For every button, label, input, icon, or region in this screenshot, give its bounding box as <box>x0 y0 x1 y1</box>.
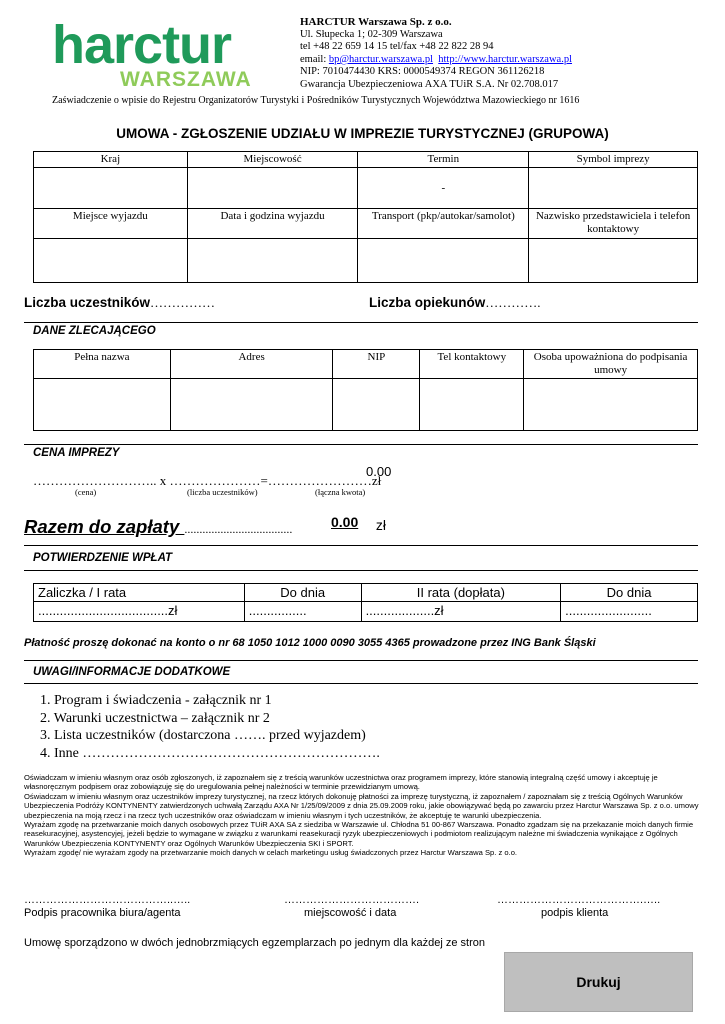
page-title: UMOWA - ZGŁOSZENIE UDZIAŁU W IMPREZIE TURYSTYCZNEJ (GRUPOWA) <box>116 126 609 141</box>
section-price: CENA IMPREZY <box>33 447 120 459</box>
payments-table <box>33 583 698 622</box>
registry-note: Zaświadczenie o wpisie do Rejestru Organizatorów Turystyki i Pośredników Turystycznych Województwa Mazowieckiego nr 1616 <box>52 95 580 106</box>
website-link[interactable]: http://www.harctur.warszawa.pl <box>438 53 573 65</box>
declaration-paragraph: Oświadczam w imieniu własnym oraz uczestników imprezy turystycznej, na rzecz których dokonuję płatności za imprezę turystyczną, iż zapoznałem / zapoznałam się z treścią Ogólnych Warunków Ubezpieczenia Podróży KONTYNENTY zatwierdzonych uchwałą Zarządu AXA Nr 1/25/09/2009 z dnia 25.09.2009 roku, jakie obowiązywać będą po zawarciu przez Harctur Warszawa Sp. z o.o. umowy ubezpieczenia na moją rzecz i na rzecz tych uczestników oraz oświadczam w imieniu własnym i tych uczestników, że akceptuję te warunki ubezpieczenia. <box>24 791 699 820</box>
representative-field[interactable] <box>529 239 698 283</box>
print-button[interactable]: Drukuj <box>504 952 693 1012</box>
price-formula[interactable]: ……………………….. x …………………=……………………zł <box>33 473 382 488</box>
amount-due-label: Razem do zapłaty <box>24 516 185 537</box>
header-deposit: Zaliczka / I rata <box>34 584 245 602</box>
header-departure-place: Miejsce wyjazdu <box>34 209 188 239</box>
section-notes: UWAGI/INFORMACJE DODATKOWE <box>33 666 231 678</box>
event-table <box>33 151 698 283</box>
header-country: Kraj <box>34 152 188 168</box>
header-authorized-person: Osoba upoważniona do podpisania umowy <box>524 350 698 379</box>
header-deposit-due: Do dnia <box>244 584 361 602</box>
balance-due-field[interactable]: ........................ <box>561 602 698 622</box>
company-logo-subtitle: WARSZAWA <box>120 68 252 91</box>
list-item: 3. Lista uczestników (dostarczona ……. przed wyjazdem) <box>40 728 366 743</box>
signature-line-agent[interactable]: …………………………………..….. <box>24 894 191 906</box>
authorized-person-field[interactable] <box>524 379 698 431</box>
deposit-due-field[interactable]: ................ <box>244 602 361 622</box>
header-nip: NIP <box>333 350 420 379</box>
header-balance-due: Do dnia <box>561 584 698 602</box>
company-phone: tel +48 22 659 14 15 tel/fax +48 22 822 28 94 <box>300 41 494 53</box>
participants-count[interactable] <box>24 294 215 312</box>
amount-due-currency: zł <box>372 517 386 533</box>
header-symbol: Symbol imprezy <box>529 152 698 168</box>
email-link[interactable]: bp@harctur.warszawa.pl <box>328 53 434 65</box>
signature-line-date[interactable]: ………………………………. <box>284 894 420 906</box>
amount-due-value: 0.00 <box>331 514 359 530</box>
company-name: HARCTUR Warszawa Sp. z o.o. <box>300 16 452 28</box>
amount-due-dots: .................................... <box>184 522 293 536</box>
bank-account-note: Płatność proszę dokonać na konto o nr 68 1050 1012 1000 0090 3055 4365 prowadzone przez ING Bank Śląski <box>24 637 596 649</box>
signature-label-date: miejscowość i data <box>304 907 397 919</box>
symbol-field[interactable] <box>529 168 698 209</box>
company-address: Ul. Słupecka 1; 02-309 Warszawa <box>300 28 443 40</box>
departure-time-field[interactable] <box>187 239 358 283</box>
list-item: 2. Warunki uczestnictwa – załącznik nr 2 <box>40 710 270 726</box>
company-email-line <box>300 54 572 67</box>
participants-dots: …………… <box>150 295 216 310</box>
price-label: (cena) <box>75 487 97 497</box>
section-payments: POTWIERDZENIE WPŁAT <box>33 552 173 564</box>
departure-place-field[interactable] <box>34 239 188 283</box>
total-amount-value: 0.00 <box>366 464 392 479</box>
section-client: DANE ZLECAJĄCEGO <box>33 325 156 337</box>
header-date: Termin <box>358 152 529 168</box>
header-city: Miejscowość <box>187 152 358 168</box>
declaration-paragraph: Wyrażam zgodę na przetwarzanie moich danych osobowych przez TUiR AXA SA z siedziba w Warszawie ul. Chłodna 51 00-867 Warszawa. Ponadto zgadzam się na przekazanie moich danych firmie reasekuracyjnej, asystencyjej, jeżeli będzie to wymagane w związku z warunkami reasekuracji ryzyk ubezpieczeniowych i podmiotom realizującym należne mi świadczenia wynikające z Ogólnych Warunków Ubezpieczenia KONTYNENTY oraz Ogólnych Warunków Ubezpieczenia SKI i SPORT. <box>24 820 694 848</box>
full-name-field[interactable] <box>34 379 171 431</box>
notes-list <box>40 692 380 762</box>
company-logo: harctur <box>52 15 232 75</box>
city-field[interactable] <box>187 168 358 209</box>
header-full-name: Pełna nazwa <box>34 350 171 379</box>
header-phone: Tel kontaktowy <box>420 350 524 379</box>
header-departure-time: Data i godzina wyjazdu <box>187 209 358 239</box>
total-label: (łączna kwota) <box>315 487 366 497</box>
list-item: 1. Program i świadczenia - załącznik nr 1 <box>40 693 272 708</box>
header-transport: Transport (pkp/autokar/samolot) <box>358 209 529 239</box>
address-field[interactable] <box>170 379 333 431</box>
signature-label-agent: Podpis pracownika biura/agenta <box>24 907 181 919</box>
email-prefix: email: <box>300 53 329 65</box>
guardians-count[interactable] <box>369 294 541 312</box>
count-label: (liczba uczestników) <box>187 487 258 497</box>
signature-line-client[interactable]: ………………………………….….. <box>497 894 661 906</box>
date-field[interactable]: - <box>358 168 529 209</box>
section-divider <box>24 660 698 661</box>
declaration-paragraph: Oświadczam w imieniu własnym oraz osób zgłoszonych, iż zapoznałem się z treścią warunków uczestnictwa oraz programem imprezy, które stanowią integralną część umowy i akceptuję je własnoręcznym podpisem oraz zobowiązuję się do uregulowania pełnej należności w terminie przewidzianym umową. <box>24 773 658 792</box>
declarations <box>24 773 704 858</box>
section-divider <box>24 683 698 684</box>
section-divider <box>24 570 698 571</box>
guardians-label: Liczba opiekunów <box>369 295 486 310</box>
client-table <box>33 349 698 431</box>
section-divider <box>24 322 698 323</box>
phone-field[interactable] <box>420 379 524 431</box>
signature-label-client: podpis klienta <box>541 907 609 919</box>
deposit-field[interactable]: ....................................zł <box>34 602 245 622</box>
section-divider <box>24 444 698 445</box>
footer-note: Umowę sporządzono w dwóch jednobrzmiących egzemplarzach po jednym dla każdej ze stron <box>24 937 486 949</box>
country-field[interactable] <box>34 168 188 209</box>
company-ids: NIP: 7010474430 KRS: 0000549374 REGON 361126218 <box>300 66 545 78</box>
balance-field[interactable]: ...................zł <box>361 602 561 622</box>
guardians-dots: …………. <box>485 295 541 310</box>
declaration-paragraph: Wyrażam zgodę/ nie wyrażam zgody na przetwarzanie moich danych w celach marketingu usług świadczonych przez Harctur Warszawa Sp. z o.o. <box>24 848 518 858</box>
company-insurance: Gwarancja Ubezpieczeniowa AXA TUiR S.A. Nr 02.708.017 <box>300 78 559 90</box>
header-balance: II rata (dopłata) <box>361 584 561 602</box>
nip-field[interactable] <box>333 379 420 431</box>
participants-label: Liczba uczestników <box>24 295 151 310</box>
transport-field[interactable] <box>358 239 529 283</box>
amount-due <box>24 516 292 538</box>
section-divider <box>24 545 698 546</box>
list-item: 4. Inne ………………………………………………………. <box>40 745 380 761</box>
header-address: Adres <box>170 350 333 379</box>
company-header <box>300 16 572 92</box>
header-representative: Nazwisko przedstawiciela i telefon kontaktowy <box>529 209 698 239</box>
